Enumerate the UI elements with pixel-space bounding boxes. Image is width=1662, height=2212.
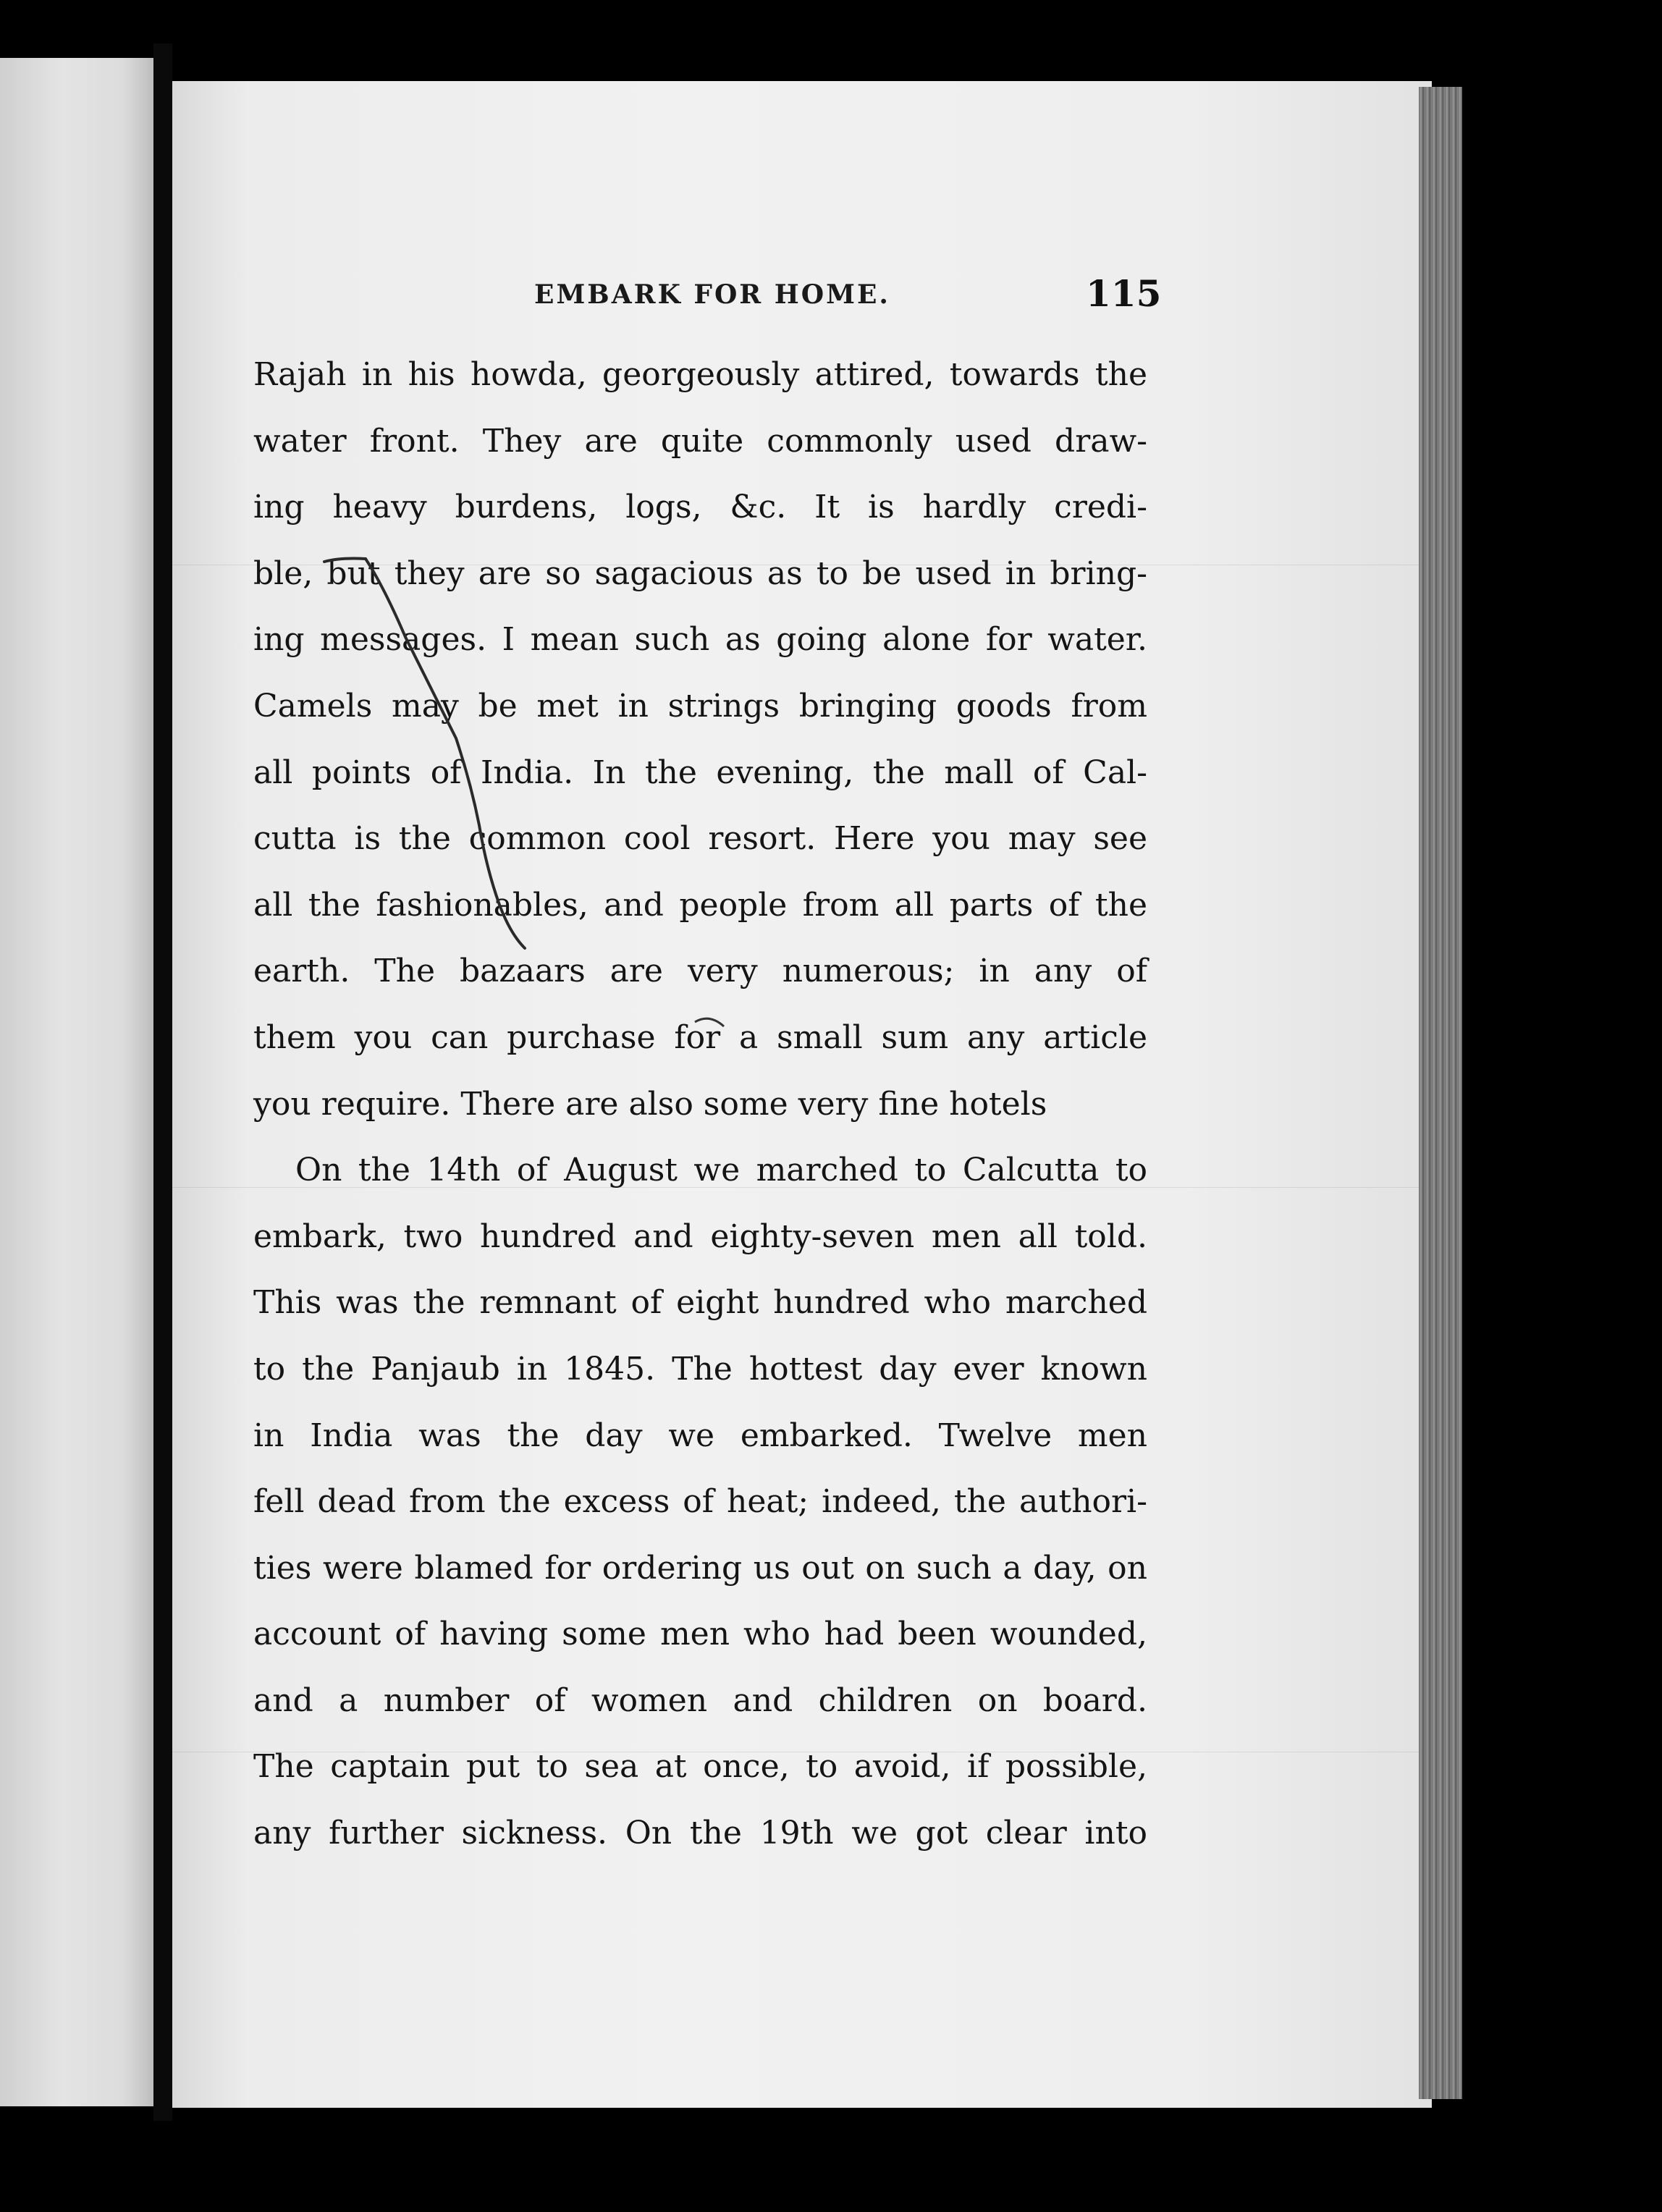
book-gutter bbox=[153, 43, 172, 2121]
running-head: EMBARK FOR HOME. bbox=[534, 279, 890, 310]
text-line: all points of India. In the evening, the mall of Cal- bbox=[253, 753, 1147, 791]
text-line: ing messages. I mean such as going alone for water. bbox=[253, 621, 1147, 659]
text-line: account of having some men who had been wounded, bbox=[253, 1616, 1147, 1653]
page-edges bbox=[1419, 87, 1462, 2099]
text-line: all the fashionables, and people from all parts of the bbox=[253, 886, 1147, 924]
page-header bbox=[172, 269, 1432, 320]
body-text bbox=[253, 342, 1147, 1867]
text-line: ing heavy burdens, logs, &c. It is hardly credi- bbox=[253, 489, 1147, 526]
text-line: cutta is the common cool resort. Here you may see bbox=[253, 820, 1147, 858]
text-line: in India was the day we embarked. Twelve men bbox=[253, 1417, 1147, 1454]
paragraph-start-line: On the 14th of August we marched to Calcutta to bbox=[295, 1152, 1147, 1189]
text-line: ble, but they are so sagacious as to be used in bring- bbox=[253, 554, 1147, 592]
left-facing-page bbox=[0, 58, 153, 2106]
text-line: you require. There are also some very fine hotels bbox=[253, 1085, 1047, 1123]
text-line: embark, two hundred and eighty-seven men all told. bbox=[253, 1217, 1147, 1255]
text-line: any further sickness. On the 19th we got clear into bbox=[253, 1815, 1147, 1852]
text-line: Camels may be met in strings bringing goods from bbox=[253, 687, 1147, 725]
text-line: ties were blamed for ordering us out on such a day, on bbox=[253, 1549, 1147, 1587]
text-line: Rajah in his howda, georgeously attired, towards the bbox=[253, 356, 1147, 393]
text-line: earth. The bazaars are very numerous; in any of bbox=[253, 953, 1147, 990]
text-line: them you can purchase for a small sum any article bbox=[253, 1018, 1147, 1056]
text-line: This was the remnant of eight hundred who marched bbox=[253, 1284, 1147, 1322]
text-line: to the Panjaub in 1845. The hottest day ever known bbox=[253, 1350, 1147, 1388]
text-line: The captain put to sea at once, to avoid, if possible, bbox=[253, 1748, 1147, 1786]
page-number: 115 bbox=[1086, 272, 1162, 315]
text-line: water front. They are quite commonly used draw- bbox=[253, 422, 1147, 460]
text-line: fell dead from the excess of heat; indeed, the authori- bbox=[253, 1483, 1147, 1521]
text-line: and a number of women and children on board. bbox=[253, 1681, 1147, 1719]
